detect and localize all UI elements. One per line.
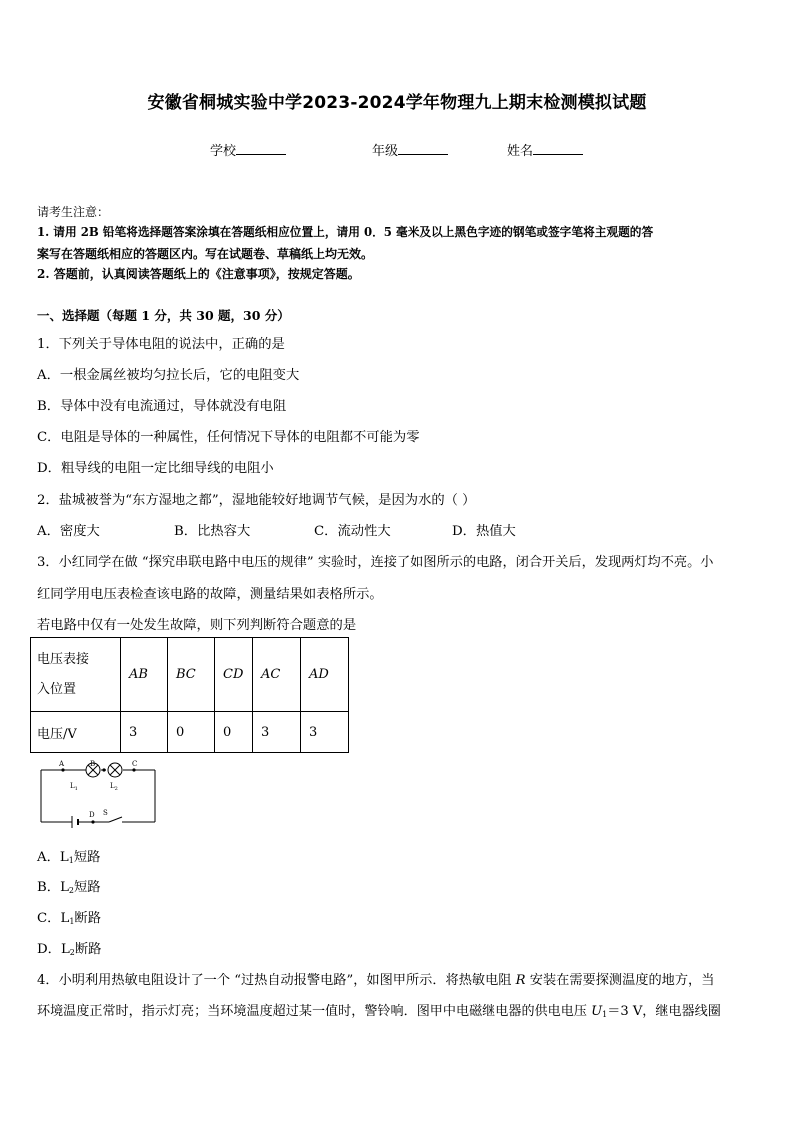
notice-heading: 请考生注意： — [37, 205, 110, 219]
q2-option-b: B．比热容大 — [174, 524, 251, 539]
label-l1: $L_1$ — [70, 782, 78, 792]
node-c-dot — [132, 768, 135, 771]
name-field — [507, 140, 583, 159]
q3-option-a-prefix: A．L — [37, 850, 69, 865]
label-l2: $L_2$ — [110, 782, 118, 792]
q4-var-u: U — [591, 1004, 603, 1019]
q3-option-d-sub: 2 — [69, 948, 75, 957]
exam-title: 安徽省桐城实验中学2023-2024学年物理九上期末检测模拟试题 — [147, 93, 647, 113]
q4-line1-b: 安装在需要探测温度的地方，当 — [525, 973, 715, 988]
q3-option-c-sub: 1 — [69, 917, 75, 926]
q2-stem: 2．盐城被誉为“东方湿地之都”，湿地能较好地调节气候，是因为水的（ ） — [37, 493, 476, 508]
label-d: D — [89, 811, 95, 819]
label-b: B — [90, 760, 96, 768]
q3-option-b-prefix: B．L — [37, 880, 69, 895]
school-field — [210, 140, 286, 159]
table-header-cell — [31, 638, 121, 712]
q3-line1: 3．小红同学在做 “探究串联电路中电压的规律” 实验时，连接了如图所示的电路，闭合开关后，发现两灯均不亮。小 — [37, 555, 714, 570]
school-label: 学校 — [210, 144, 237, 159]
q4-line2 — [37, 1000, 721, 1019]
notice-item1-line1: 1. 请用 2B 铅笔将选择题答案涂填在答题纸相应位置上，请用 0．5 毫米及以上黑色字迹的钢笔或签字笔将主观题的答 — [37, 225, 654, 239]
table-row-label: 电压/V — [31, 712, 121, 753]
label-a: A — [59, 760, 65, 768]
table-cell-ad: 3 — [301, 712, 349, 753]
section-heading: 一、选择题（每题 1 分，共 30 题，30 分） — [37, 308, 290, 323]
q1-option-a: A．一根金属丝被均匀拉长后，它的电阻变大 — [37, 368, 300, 383]
q3-option-d — [37, 938, 101, 957]
q3-option-a-text: 短路 — [73, 850, 101, 865]
table-col-ac: AC — [253, 638, 301, 712]
q4-var-u-sub: 1 — [602, 1010, 608, 1019]
table-cell-cd: 0 — [215, 712, 253, 753]
q3-line2: 红同学用电压表检查该电路的故障，测量结果如表格所示。 — [37, 587, 383, 602]
notice-item1-line2: 案写在答题纸相应的答题区内。写在试题卷、草稿纸上均无效。 — [37, 247, 374, 261]
q3-option-d-text: 断路 — [74, 942, 102, 957]
q3-option-b-text: 短路 — [74, 880, 101, 895]
q2-option-d: D．热值大 — [452, 524, 516, 539]
q3-option-c-prefix: C．L — [37, 911, 70, 926]
name-label: 姓名 — [507, 144, 534, 159]
label-c: C — [132, 760, 138, 768]
table-cell-bc: 0 — [168, 712, 215, 753]
name-blank — [533, 142, 583, 155]
q3-option-a-sub: 1 — [68, 856, 74, 865]
table-header-line2: 入位置 — [37, 681, 77, 697]
table-row — [31, 712, 349, 753]
q2-option-a: A．密度大 — [37, 524, 100, 539]
table-col-ad: AD — [301, 638, 349, 712]
q3-option-b — [37, 876, 101, 895]
q1-option-c: C．电阻是导体的一种属性，任何情况下导体的电阻都不可能为零 — [37, 430, 420, 445]
q1-option-b: B．导体中没有电流通过，导体就没有电阻 — [37, 399, 287, 414]
q3-option-c-text: 断路 — [74, 911, 101, 926]
table-header-row — [31, 638, 349, 712]
q4-line1-a: 4．小明利用热敏电阻设计了一个 “过热自动报警电路”，如图甲所示．将热敏电阻 — [37, 973, 516, 988]
table-cell-ac: 3 — [253, 712, 301, 753]
node-a-dot — [61, 768, 64, 771]
q3-line3: 若电路中仅有一处发生故障，则下列判断符合题意的是 — [37, 618, 357, 633]
q4-line1 — [37, 969, 714, 988]
table-col-ab: AB — [121, 638, 168, 712]
q3-option-b-sub: 2 — [68, 886, 74, 895]
voltage-table — [30, 637, 349, 753]
q4-line2-a: 环境温度正常时，指示灯亮；当环境温度超过某一值时，警铃响．图甲中电磁继电器的供电电压 — [37, 1004, 592, 1019]
q2-option-c: C．流动性大 — [314, 524, 391, 539]
q1-option-d: D．粗导线的电阻一定比细导线的电阻小 — [37, 461, 274, 476]
q3-option-c — [37, 907, 101, 926]
table-header-line1: 电压表接 — [37, 651, 90, 667]
table-col-bc: BC — [168, 638, 215, 712]
q4-line2-b: ＝3 V，继电器线圈 — [607, 1004, 721, 1019]
q1-stem: 1．下列关于导体电阻的说法中，正确的是 — [37, 337, 285, 352]
q3-option-d-prefix: D．L — [37, 942, 70, 957]
switch-blade — [109, 817, 122, 822]
label-s: S — [103, 809, 108, 817]
node-d-dot — [91, 820, 94, 823]
grade-label: 年级 — [372, 144, 399, 159]
q3-option-a — [37, 846, 100, 865]
node-b-dot — [102, 768, 105, 771]
table-col-cd: CD — [215, 638, 253, 712]
q4-var-r: R — [515, 973, 526, 988]
circuit-diagram — [36, 760, 166, 830]
notice-item2: 2. 答题前，认真阅读答题纸上的《注意事项》，按规定答题。 — [37, 267, 360, 281]
school-blank — [236, 142, 286, 155]
grade-field — [372, 140, 448, 159]
table-cell-ab: 3 — [121, 712, 168, 753]
grade-blank — [398, 142, 448, 155]
